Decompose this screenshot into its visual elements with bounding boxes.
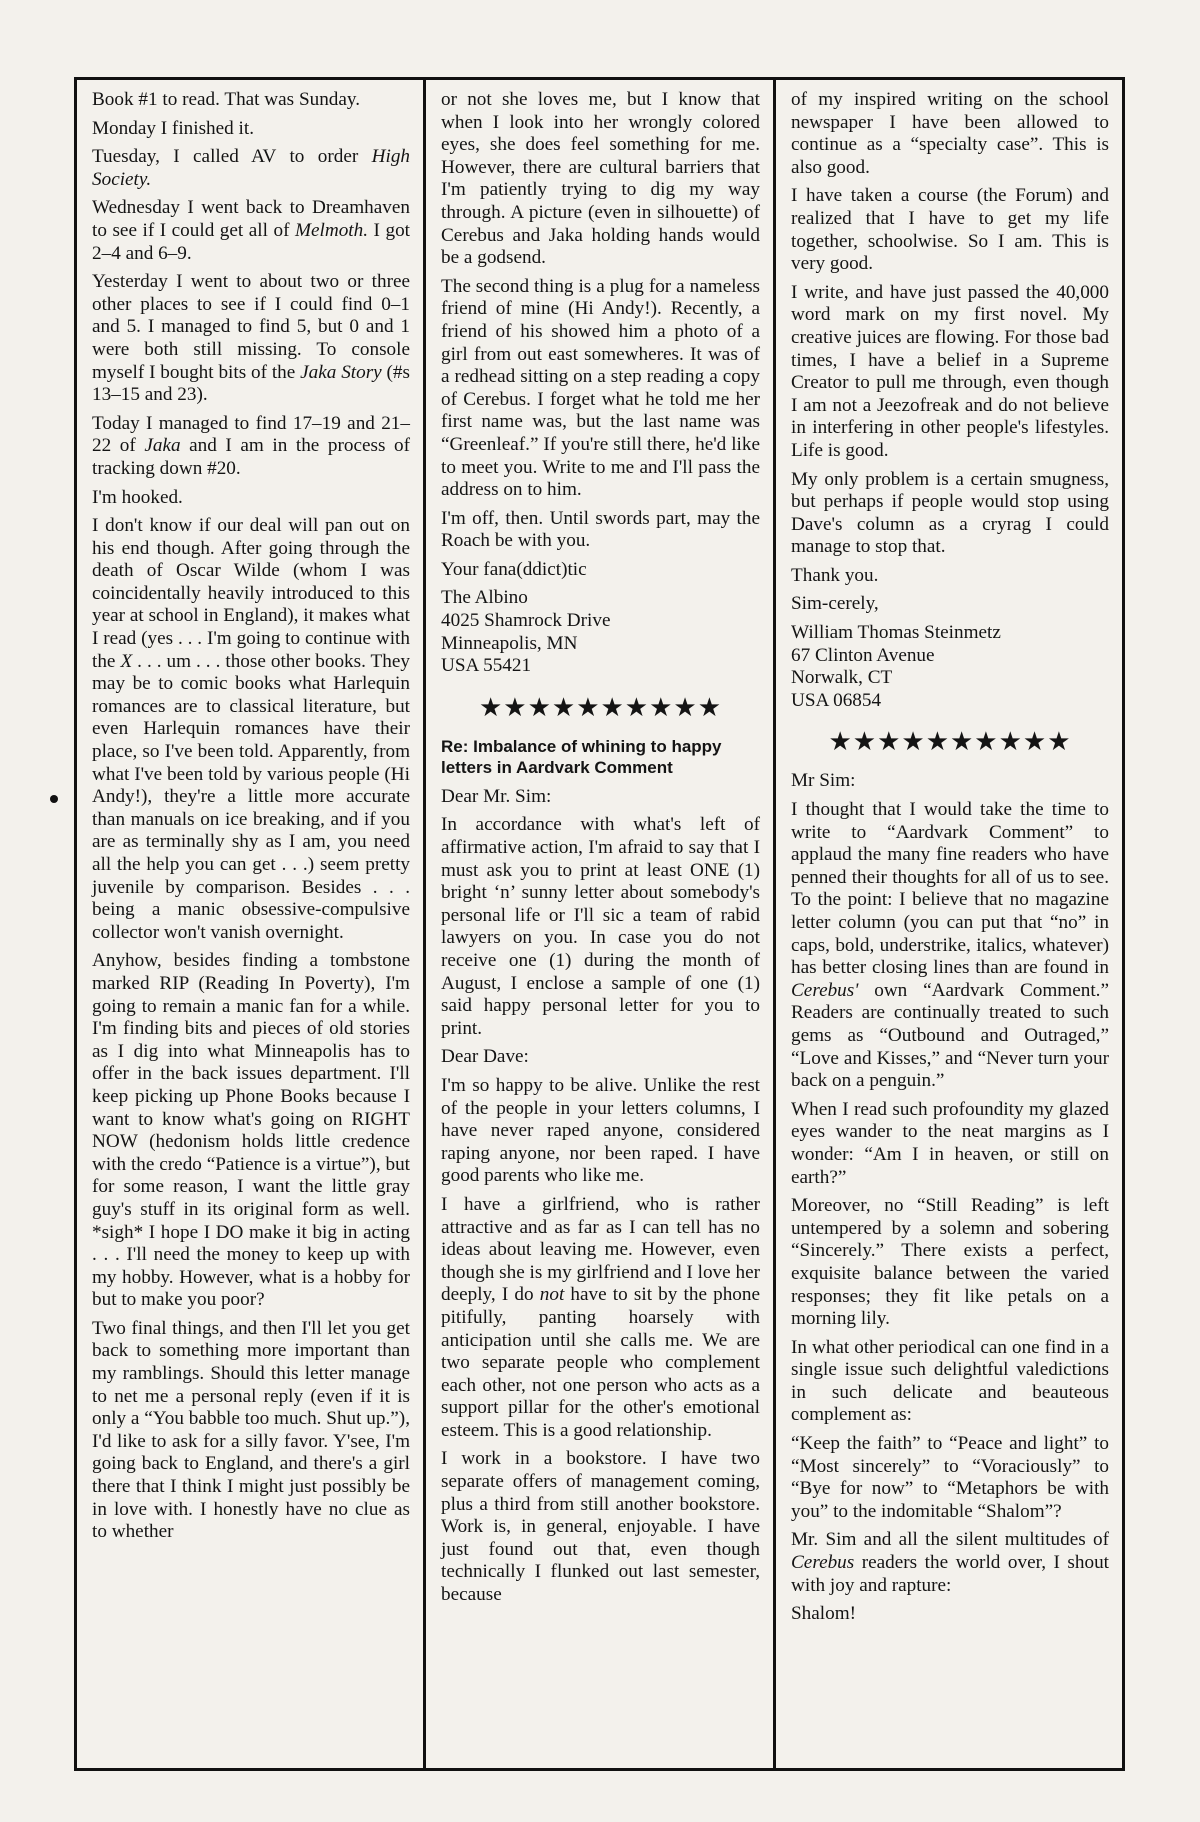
address-line: Minneapolis, MN — [441, 632, 578, 654]
text: I thought that I would take the time to write to “Aardvark Comment” to applaud the many fine readers who have penned their thoughts for all of us to see. To the point: I believe that no magazine letter column (you can put that “no” in caps, bold, understrike, italics, whatever) has better closing lines than are found in — [791, 799, 1109, 979]
text: Yesterday I went to about two or three other places to see if I could find 0–1 and 5. I managed to find 5, but 0 and 1 were both still missing. To console myself I bought bits of the — [92, 271, 410, 383]
text: Wednesday I went back to Dreamhaven to see if I could get all of — [92, 197, 410, 241]
address-line: 67 Clinton Avenue — [791, 644, 935, 666]
paragraph — [791, 1529, 1109, 1597]
paragraph: or not she loves me, but I know that when I look into her wrongly colored eyes, she does feel something for me. However, there are cultural barriers that I'm patiently trying to dig my way through. A picture (even in silhouette) of Cerebus and Jaka holding hands would be a godsend. — [441, 89, 760, 269]
star-divider: ★★★★★★★★★★ — [478, 692, 723, 722]
signoff: Sim-cerely, — [791, 593, 879, 615]
paragraph — [441, 1194, 760, 1443]
paragraph: I'm off, then. Until swords part, may the Roach be with you. — [441, 507, 760, 552]
address-block — [441, 587, 760, 677]
paragraph: Two final things, and then I'll let you get back to something more important than my ramblings. Should this letter manage to net me a personal reply (even if it is only a “You babble too much. Shut up.”), I'd like to ask for a silly favor. Y'see, I'm going back to England, and there's a girl there that I think I might just possibly be in love with. I honestly have no clue as to whether — [92, 1317, 410, 1543]
letter-headline: Re: Imbalance of whining to happy letters in Aardvark Comment — [441, 736, 722, 777]
paragraph: Monday I finished it. — [92, 117, 255, 139]
text: have to sit by the phone pitifully, panting hoarsely with anticipation until she calls me. We are two separate people who complement each other, not one person who acts as a support pillar for the other's emotional esteem. This is a good relationship. — [441, 1284, 761, 1441]
italic-title: X — [120, 650, 133, 672]
paragraph: In what other periodical can one find in a single issue such delightful valedictions in such delicate and beauteous complement as: — [791, 1336, 1109, 1426]
paragraph: Anyhow, besides finding a tombstone marked RIP (Reading In Poverty), I'm going to remain a manic fan for a while. I'm finding bits and pieces of old stories as I dig into what Minneapolis has to offer in the back issues department. I'll keep picking up Phone Books because I want to know what's going on RIGHT NOW (hedonism holds little credence with the credo “Patience is a virtue”), but for some reason, I want the little gray guy's stuff in its original form as well. *sigh* I hope I DO make it big in acting . . . I'll need the money to keep up with my hobby. However, what is a hobby for but to make you poor? — [92, 950, 410, 1311]
paragraph: Moreover, no “Still Reading” is left untempered by a solemn and sobering “Sincerely.” There exists a perfect, exquisite balance between the varied responses; they fit like petals on a morning lily. — [791, 1195, 1109, 1330]
salutation: Dear Mr. Sim: — [441, 785, 552, 807]
paragraph: Book #1 to read. That was Sunday. — [92, 89, 361, 110]
letters-frame — [74, 77, 1125, 1771]
italic-title: Cerebus' — [791, 979, 859, 1001]
paragraph: In accordance with what's left of affirmative action, I'm afraid to say that I must ask you to print at least ONE (1) bright ‘n’ sunny letter about somebody's personal life or I'll sic a team of rabid lawyers on you. In case you do not receive one (1) during the month of August, I enclose a sample of one (1) said happy personal letter for you to print. — [441, 814, 760, 1039]
text: (#s 13–15 and 23). — [92, 361, 410, 406]
address-block — [791, 622, 1109, 712]
text: Today I managed to find 17–19 and 21–22 of — [92, 412, 410, 457]
address-line: 4025 Shamrock Drive — [441, 610, 611, 632]
margin-dot — [50, 795, 58, 803]
paragraph: I'm hooked. — [92, 486, 183, 508]
address-line: William Thomas Steinmetz — [791, 622, 1001, 644]
salutation: Mr Sim: — [791, 770, 856, 792]
italic-title: Jaka — [144, 435, 181, 457]
paragraph — [92, 271, 410, 407]
salutation: Dear Dave: — [441, 1046, 529, 1068]
text: I got 2–4 and 6–9. — [92, 219, 410, 264]
text: and I am in the process of tracking down #20. — [92, 435, 411, 479]
paragraph — [92, 515, 410, 944]
paragraph: The second thing is a plug for a nameless friend of mine (Hi Andy!). Recently, a friend of his showed him a photo of a girl from out east somewheres. It was of a redhead sitting on a step reading a copy of Cerebus. I forget what he told me her first name was, but the last name was “Greenleaf.” If you're still there, he'd like to meet you. Write to me and I'll pass the address on to him. — [441, 275, 760, 501]
star-divider: ★★★★★★★★★★ — [828, 727, 1072, 757]
paragraph: I'm so happy to be alive. Unlike the rest of the people in your letters columns, I have never raped anyone, considered raping anyone, nor been raped. I have good parents who like me. — [441, 1074, 760, 1187]
closing-word: Shalom! — [791, 1603, 857, 1625]
italic-title: Melmoth. — [295, 219, 369, 241]
paragraph: of my inspired writing on the school newspaper I have been allowed to continue as a “specialty case”. This is also good. — [791, 89, 1109, 178]
paragraph — [92, 413, 410, 481]
paragraph: I write, and have just passed the 40,000 word mark on my first novel. My creative juices are flowing. For those bad times, I have a belief in a Supreme Creator to pull me through, even though I am not a Jeezofreak and do not believe in interfering in other people's lifestyles. Life is good. — [791, 281, 1109, 461]
column-3 — [773, 80, 1122, 1768]
italic-title: Jaka Story — [300, 361, 382, 383]
text: . . . um . . . those other books. They may be to comic books what Harlequin romances are to classical literature, but even Harlequin romances have their place, so I've been told. Apparently, from what I've been told by various people (Hi Andy!), they're a little more accurate than manuals on ice breaking, and if you are as terminally shy as I am, you need all the help you can get . . .) seem pretty juvenile by comparison. Besides . . . being a manic obsessive-compulsive collector won't vanish overnight. — [92, 650, 410, 943]
signoff: Your fana(ddict)tic — [441, 558, 587, 580]
text: I don't know if our deal will pan out on his end though. After going through the death of Oscar Wilde (whom I was coincidentally heavily introduced to this year at school in England), it makes what I read (yes . . . I'm going to continue with the — [92, 515, 410, 672]
text: Tuesday, I called AV to order — [92, 146, 372, 168]
column-2 — [423, 80, 773, 1768]
text: own “Aardvark Comment.” Readers are continually treated to such gems as “Outbound and Outraged,” “Love and Kisses,” and “Never turn your back on a penguin.” — [791, 979, 1109, 1092]
paragraph: I work in a bookstore. I have two separate offers of management coming, plus a third from still another bookstore. Work is, in general, enjoyable. I have just found out that, even though technically I flunked out last semester, because — [441, 1448, 760, 1606]
italic-title: Cerebus — [791, 1552, 855, 1574]
paragraph — [92, 197, 410, 265]
address-line: Norwalk, CT — [791, 667, 893, 689]
text: I have a girlfriend, who is rather attractive and as far as I can tell has no ideas about leaving me. However, even though she is my girlfriend and I love her deeply, I do — [441, 1193, 760, 1306]
paragraph: Thank you. — [791, 564, 879, 586]
address-line: USA 06854 — [791, 689, 882, 711]
paragraph: My only problem is a certain smugness, but perhaps if people would stop using Dave's column as a cryrag I could manage to stop that. — [791, 468, 1109, 558]
column-1 — [77, 80, 423, 1768]
paragraph: “Keep the faith” to “Peace and light” to “Most sincerely” to “Voraciously” to “Bye for now” to “Metaphors be with you” to the indomitable “Shalom”? — [791, 1433, 1109, 1522]
paragraph — [92, 146, 410, 191]
text: Mr. Sim and all the silent multitudes of — [791, 1529, 1109, 1551]
address-line: USA 55421 — [441, 655, 532, 677]
address-line: The Albino — [441, 587, 528, 609]
paragraph: When I read such profoundity my glazed eyes wander to the neat margins as I wonder: “Am I in heaven, or still on earth?” — [791, 1098, 1109, 1188]
paragraph: I have taken a course (the Forum) and realized that I have to get my life together, schoolwise. So I am. This is very good. — [791, 185, 1109, 275]
paragraph — [791, 799, 1109, 1093]
text: readers the world over, I shout with joy and rapture: — [791, 1552, 1109, 1596]
italic-title: High Society. — [92, 146, 410, 190]
italic-word: not — [539, 1284, 565, 1306]
